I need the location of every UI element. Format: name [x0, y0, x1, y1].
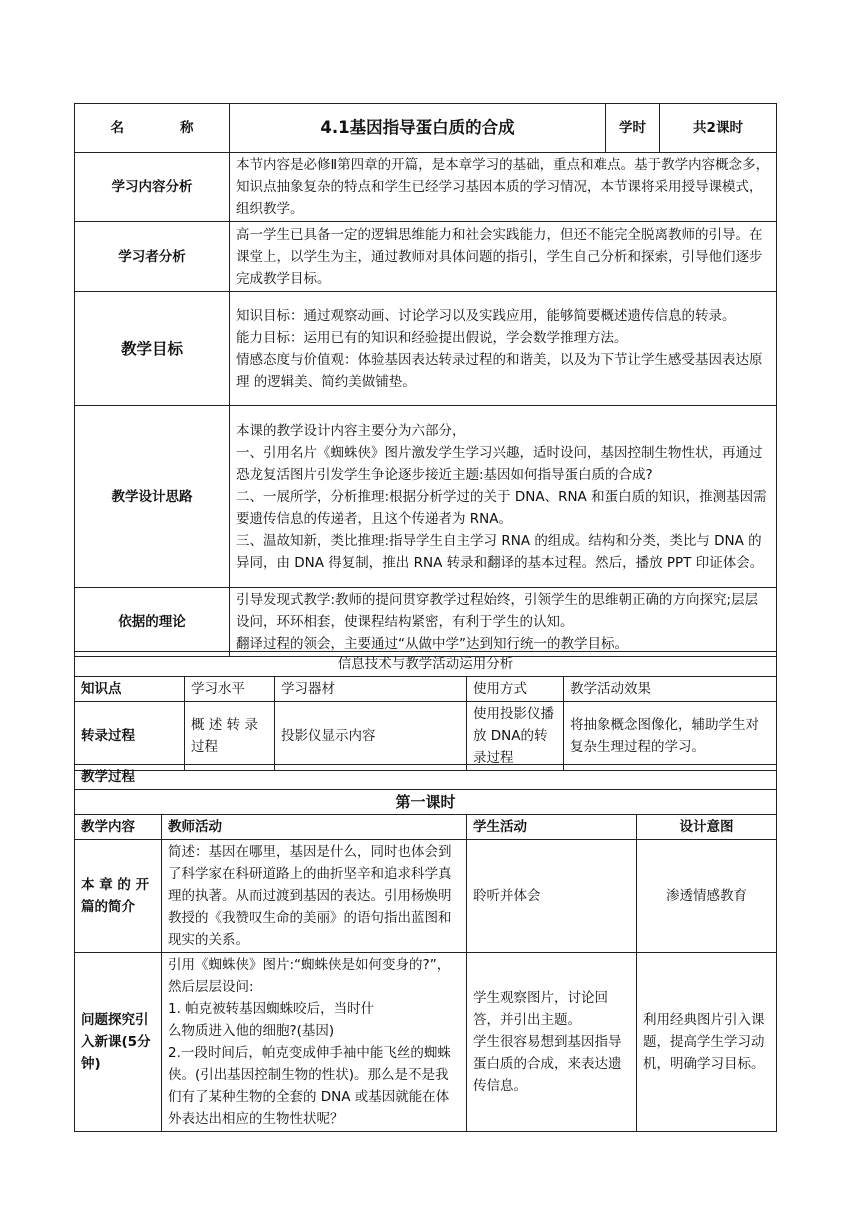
design-part-3: 三、温故知新，类比推理:指导学生自主学习 RNA 的组成。结构和分类，类比与 DNA 的异同，由 DNA 得复制，推出 RNA 转录和翻译的基本过程。然后，播放 PPT 印证体会。	[236, 532, 764, 571]
row-label-theory: 依据的理论	[75, 588, 230, 657]
process-header-content: 教学内容	[75, 815, 162, 840]
table-row	[75, 840, 777, 953]
info-header-effect: 教学活动效果	[564, 677, 777, 702]
hours-value: 共2课时	[660, 104, 777, 153]
lesson-title: 4.1基因指导蛋白质的合成	[230, 104, 606, 153]
theory-line-1: 引导发现式教学:教师的提问贯穿教学过程始终，引领学生的思维朝正确的方向探究;层层设问，环环相套，使课程结构紧密，有利于学生的认知。	[236, 592, 759, 630]
process-header-student: 学生活动	[467, 815, 637, 840]
process-student-1: 聆听并体会	[467, 840, 637, 953]
row-label-teaching-goals: 教学目标	[75, 292, 230, 406]
info-header-equipment: 学习器材	[275, 677, 467, 702]
goal-ability: 能力目标：运用已有的知识和经验提出假说，学会数学推理方法。	[236, 329, 628, 346]
process-content-2: 问题探究引入新课(5分钟)	[75, 953, 162, 1132]
row-text-theory	[230, 588, 777, 657]
name-label-b: 称	[180, 120, 194, 136]
teacher-line: 引用《蜘蛛侠》图片:“蜘蛛侠是如何变身的?”，然后层层设问:	[168, 957, 451, 995]
table-row	[75, 953, 777, 1132]
process-label: 教学过程	[75, 765, 777, 790]
info-equipment: 投影仪显示内容	[275, 702, 467, 771]
process-teacher-1: 简述：基因在哪里，基因是什么，同时也体会到了科学家在科研道路上的曲折坚辛和追求科学真理的执著。从而过渡到基因的表达。引用杨焕明教授的《我赞叹生命的美丽》的语句指出蓝图和现实的关系。	[162, 840, 467, 953]
hours-label: 学时	[606, 104, 660, 153]
lesson-period-title: 第一课时	[75, 790, 777, 815]
info-tech-table	[74, 651, 777, 771]
name-label-cell	[75, 104, 230, 153]
process-header-teacher: 教师活动	[162, 815, 467, 840]
design-part-1: 一、引用名片《蜘蛛侠》图片激发学生学习兴趣，适时设问，基因控制生物性状，再通过恐龙复活图片引发学生争论逐步接近主题:基因如何指导蛋白质的合成?	[236, 444, 763, 483]
teacher-line: 2.一段时间后，帕克变成伸手袖中能飞丝的蜘蛛侠。(引出基因控制生物的性状)。那么是不是我们有了某种生物的全套的 DNA 或基因就能在体外表达出相应的生物性状呢？	[168, 1045, 451, 1127]
row-label-learner-analysis: 学习者分析	[75, 222, 230, 292]
design-part-2: 二、一展所学，分析推理:根据分析学过的关于 DNA、RNA 和蛋白质的知识，推测基因需要遗传信息的传递者，且这个传递者为 RNA。	[236, 488, 767, 527]
process-teacher-2	[162, 953, 467, 1132]
row-label-design-ideas: 教学设计思路	[75, 406, 230, 588]
info-method: 使用投影仪播 放 DNA的转录过程	[467, 702, 564, 771]
row-label-content-analysis: 学习内容分析	[75, 153, 230, 222]
info-header-knowledge: 知识点	[75, 677, 185, 702]
info-effect: 将抽象概念图像化，辅助学生对复杂生理过程的学习。	[564, 702, 777, 771]
process-header-intent: 设计意图	[637, 815, 777, 840]
info-header-method: 使用方式	[467, 677, 564, 702]
process-student-2	[467, 953, 637, 1132]
teacher-line: 么物质进入他的细胞?(基因)	[168, 1023, 335, 1039]
student-line: 学生观察图片，讨论回答，并引出主题。	[473, 990, 608, 1028]
teaching-process-table	[74, 764, 777, 1132]
row-text-content-analysis: 本节内容是必修Ⅱ第四章的开篇，是本章学习的基础，重点和难点。基于教学内容概念多，知识点抽象复杂的特点和学生已经学习基因本质的学习情况，本节课将采用授导课模式，组织教学。	[230, 153, 777, 222]
info-header-level: 学习水平	[185, 677, 275, 702]
row-text-learner-analysis: 高一学生已具备一定的逻辑思维能力和社会实践能力，但还不能完全脱离教师的引导。在课堂上，以学生为主，通过教师对具体问题的指引，学生自己分析和探索，引导他们逐步完成教学目标。	[230, 222, 777, 292]
process-intent-1: 渗透情感教育	[637, 840, 777, 953]
student-line: 学生很容易想到基因指导蛋白质的合成，来表达遗传信息。	[473, 1034, 622, 1094]
row-text-design-ideas	[230, 406, 777, 588]
info-knowledge-point: 转录过程	[75, 702, 185, 771]
goal-knowledge: 知识目标：通过观察动画、讨论学习以及实践应用，能够简要概述遗传信息的转录。	[236, 307, 736, 324]
process-content-1: 本 章 的 开篇的简介	[75, 840, 162, 953]
info-level: 概 述 转 录过程	[185, 702, 275, 771]
goal-attitude: 情感态度与价值观：体验基因表达转录过程的和谐美，以及为下节让学生感受基因表达原理 的逻辑美、简约美做铺垫。	[236, 351, 763, 390]
theory-line-2: 翻译过程的领会，主要通过“从做中学”达到知行统一的教学目标。	[236, 636, 628, 652]
info-section-title: 信息技术与教学活动运用分析	[75, 652, 777, 677]
teacher-line: 1. 帕克被转基因蜘蛛咬后，当时什	[168, 1001, 375, 1017]
design-intro: 本课的教学设计内容主要分为六部分，	[236, 422, 466, 439]
process-intent-2: 利用经典图片引入课题，提高学生学习动机，明确学习目标。	[637, 953, 777, 1132]
row-text-teaching-goals	[230, 292, 777, 406]
lesson-info-table	[74, 103, 777, 657]
name-label-a: 名	[110, 120, 124, 136]
